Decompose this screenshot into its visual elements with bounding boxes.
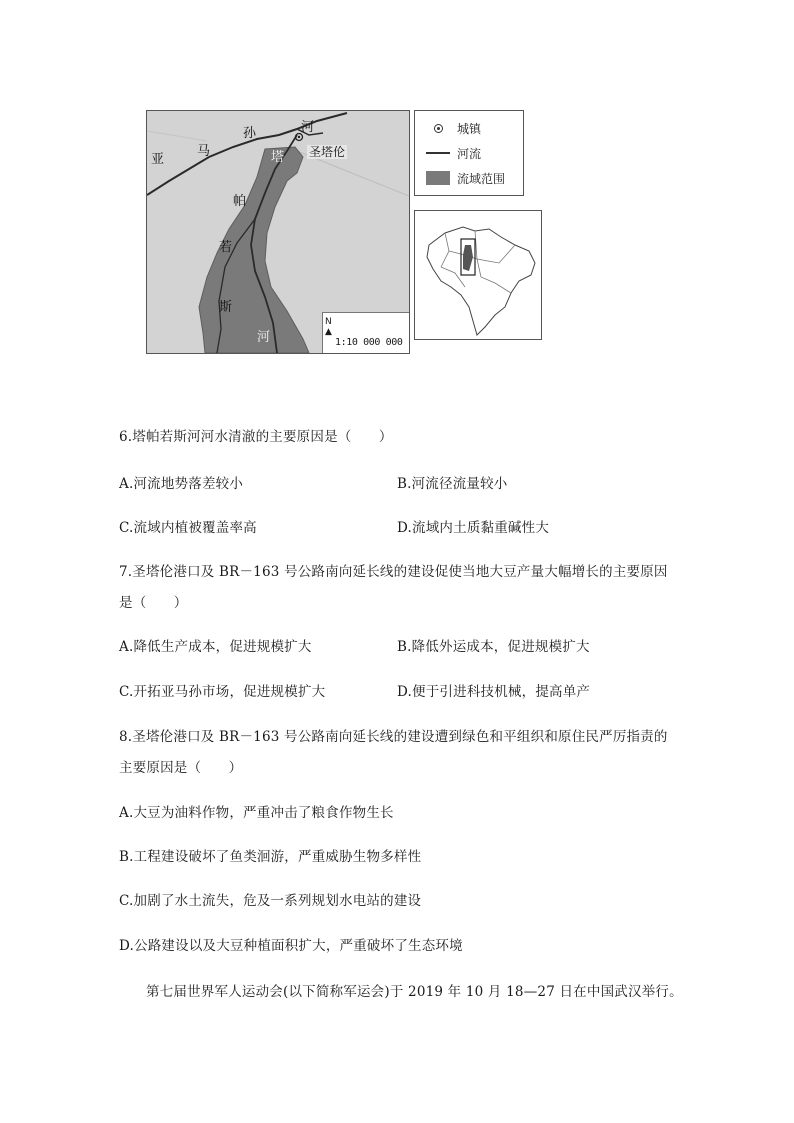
- legend-row-basin: [425, 169, 505, 187]
- basin-area: [197, 144, 309, 353]
- question-6-option-b: B.河流径流量较小: [397, 476, 508, 492]
- north-arrow-icon: N ▲: [325, 317, 332, 337]
- next-passage-text: 第七届世界军人运动会(以下简称军运会)于 2019 年 10 月 18—27 日在中国武汉举行。: [146, 984, 683, 1000]
- question-8-option-a: A.大豆为油料作物，严重冲击了粮食作物生长: [119, 805, 394, 821]
- basin-map: [146, 110, 410, 354]
- question-6-stem: 6.塔帕若斯河河水清澈的主要原因是（ ）: [119, 429, 393, 445]
- map-label-ta: 塔: [271, 150, 285, 165]
- north-label: N: [325, 317, 332, 327]
- map-label-he-top: 河: [301, 120, 315, 135]
- question-8-option-c: C.加剧了水土流失，危及一系列规划水电站的建设: [119, 893, 422, 909]
- legend-town-label: 城镇: [457, 121, 482, 136]
- scale-box: [322, 312, 409, 353]
- map-label-ma: 马: [197, 144, 211, 159]
- question-8-option-b: B.工程建设破坏了鱼类洄游，严重威胁生物多样性: [119, 849, 422, 865]
- river-line-icon: [426, 152, 450, 154]
- town-symbol-icon: [434, 124, 443, 133]
- legend-row-river: [425, 144, 481, 162]
- question-7-option-b: B.降低外运成本，促进规模扩大: [397, 639, 590, 655]
- map-label-ya: 亚: [151, 152, 165, 167]
- map-label-city: 圣塔伦: [309, 145, 346, 159]
- question-6-option-c: C.流域内植被覆盖率高: [119, 520, 257, 536]
- map-legend: [414, 110, 524, 196]
- question-6-option-a: A.河流地势落差较小: [119, 476, 244, 492]
- map-label-ruo: 若: [219, 240, 233, 255]
- question-7-option-a: A.降低生产成本，促进规模扩大: [119, 639, 312, 655]
- map-label-he-bottom: 河: [257, 330, 271, 345]
- legend-river-label: 河流: [457, 146, 482, 161]
- question-8-option-d: D.公路建设以及大豆种植面积扩大，严重破坏了生态环境: [119, 938, 463, 954]
- map-label-sun: 孙: [243, 126, 257, 141]
- question-7-stem-line-2: 是（ ）: [119, 595, 188, 611]
- map-label-si: 斯: [219, 300, 233, 315]
- location-inset-map: [414, 210, 542, 340]
- question-6-option-d: D.流域内土质黏重碱性大: [397, 520, 550, 536]
- question-7-stem-line-1: 7.圣塔伦港口及 BR－163 号公路南向延长线的建设促使当地大豆产量大幅增长的主要原因: [119, 564, 668, 580]
- legend-basin-label: 流域范围: [457, 171, 506, 186]
- scale-text: 1:10 000 000: [335, 337, 403, 348]
- map-label-pa: 帕: [233, 194, 247, 209]
- legend-row-town: [425, 119, 481, 137]
- question-8-stem-line-2: 主要原因是（ ）: [119, 760, 243, 776]
- question-7-option-c: C.开拓亚马孙市场，促进规模扩大: [119, 684, 326, 700]
- south-america-outline: [415, 211, 541, 339]
- basin-swatch-icon: [426, 171, 450, 185]
- question-7-option-d: D.便于引进科技机械，提高单产: [397, 684, 591, 700]
- question-8-stem-line-1: 8.圣塔伦港口及 BR－163 号公路南向延长线的建设遭到绿色和平组织和原住民严厉指责的: [119, 729, 668, 745]
